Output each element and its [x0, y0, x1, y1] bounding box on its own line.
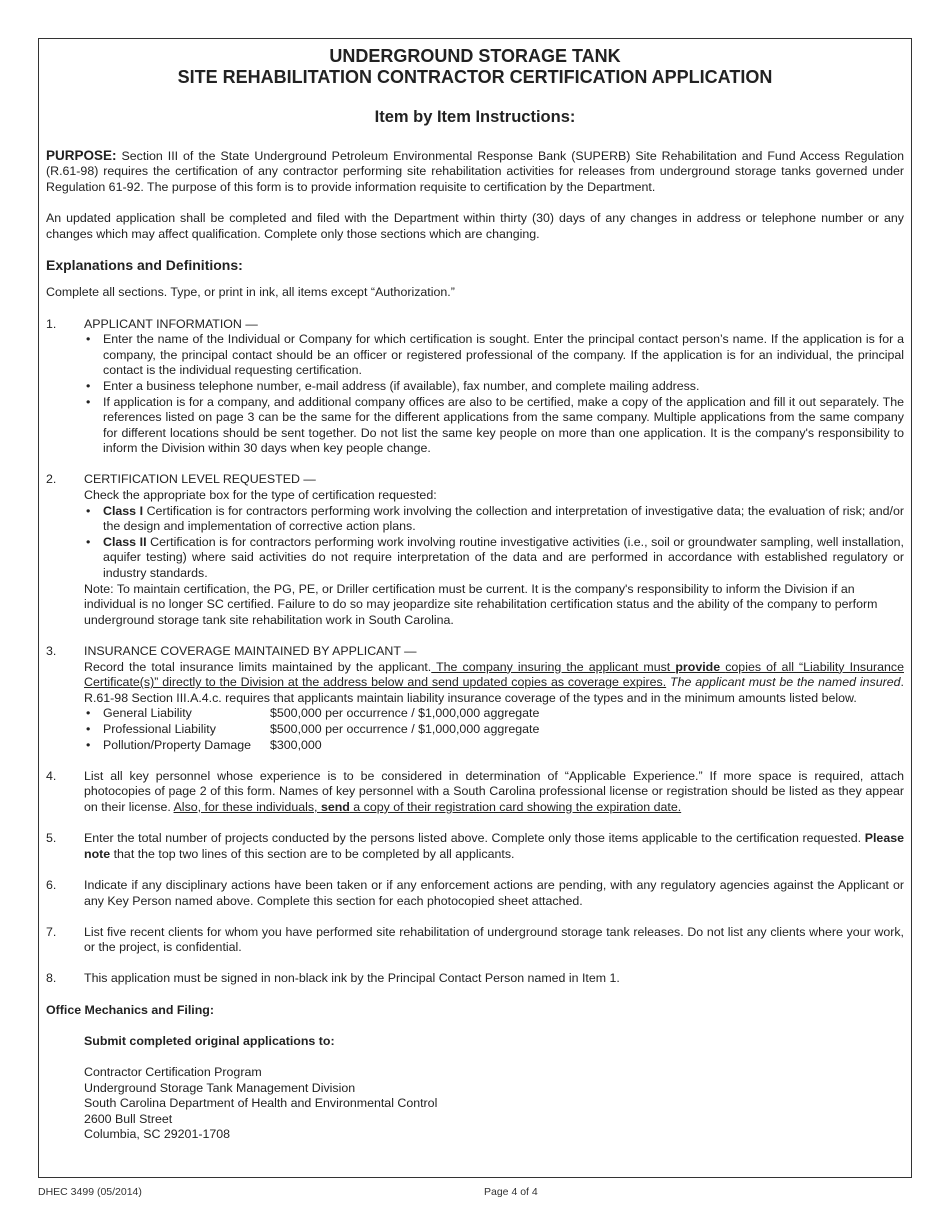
item-number: 1.: [46, 316, 57, 331]
item-number: 8.: [46, 971, 57, 986]
item-5: [46, 831, 904, 862]
item-8-text: This application must be signed in non-black ink by the Principal Contact Person named in Item 1.: [84, 971, 620, 986]
key-personnel-underlined: Also, for these individuals,: [173, 799, 321, 814]
coverage-list: [84, 706, 904, 753]
coverage-type: • General Liability: [103, 706, 192, 721]
list-item: [84, 504, 904, 535]
projects-text-2: that the top two lines of this section are to be completed by all applicants.: [110, 846, 515, 861]
list-item: [84, 722, 904, 738]
explanations-heading: Explanations and Definitions:: [46, 256, 243, 273]
please-note: Please note: [84, 831, 904, 861]
item-intro: Check the appropriate box for the type of certification requested:: [84, 488, 437, 503]
item-number: 3.: [46, 644, 57, 658]
purpose-text: Section III of the State Underground Petroleum Environmental Response Bank (SUPERB) Site Rehabilitation and Fund Access Regulation (R.61-98) requires the certification of any contractor performing site rehabilitation activities for releases from underground storage tanks governed under Regulation 61-92. The purpose of this form is to provide information requisite to certification by the Department.: [46, 148, 904, 194]
address-line: Contractor Certification Program: [84, 1065, 262, 1080]
item-7: [46, 925, 904, 956]
address-line: 2600 Bull Street: [84, 1111, 173, 1126]
coverage-amount: $500,000 per occurrence / $1,000,000 aggregate: [270, 706, 540, 721]
purpose-paragraph: [46, 148, 904, 196]
form-id: DHEC 3499 (05/2014): [38, 1186, 142, 1198]
item-4-text: [84, 769, 904, 816]
title-line-1: UNDERGROUND STORAGE TANK: [329, 46, 621, 66]
item-6-text: Indicate if any disciplinary actions have been taken or if any enforcement actions are pending, with any regulatory agencies against the Applicant or any Key Person named above. Complete this section for each photocopied sheet attached.: [84, 877, 904, 908]
item-title: APPLICANT INFORMATION —: [84, 316, 258, 331]
office-section: [46, 1034, 904, 1143]
item-6: [46, 878, 904, 909]
certification-note: Note: To maintain certification, the PG, PE, or Driller certification must be current. It is the company's responsibility to inform the Division if an individual is no longer SC certified. Failure to do so may jeopardize site rehabilitation certification status and the ability of the company to perform underground storage tank site rehabilitation work in South Carolina.: [84, 581, 878, 627]
complete-all-note: Complete all sections. Type, or print in ink, all items except “Authorization.”: [46, 285, 455, 300]
item-8: [46, 971, 904, 987]
key-personnel-send: send: [320, 799, 350, 814]
document-title: [46, 46, 904, 88]
coverage-type: • Pollution/Property Damage: [103, 737, 252, 752]
title-line-2: SITE REHABILITATION CONTRACTOR CERTIFICATION APPLICATION: [177, 67, 773, 87]
item-title: INSURANCE COVERAGE MAINTAINED BY APPLICANT —: [84, 644, 417, 658]
projects-text: Enter the total number of projects conducted by the persons listed above. Complete only those items applicable to the certification requested.: [84, 831, 865, 846]
class-1-label: Class I: [103, 503, 144, 518]
list-item: • Enter the name of the Individual or Company for which certification is sought. Enter the principal contact person’s name. If the application is for a company, the principal contact should be an officer or registered professional of the company. If the application is for an individual, the principal contact is the individual requesting certification.: [84, 332, 904, 379]
item-5-text: [84, 831, 904, 862]
coverage-amount: $300,000: [270, 737, 322, 752]
address-line: Underground Storage Tank Management Division: [84, 1080, 356, 1095]
key-personnel-text: List all key personnel whose experience is to be considered in determination of “Applicable Experience.” If more space is required, attach photocopies of page 2 of this form. Names of key personnel with a South Carolina professional license or registration should be listed as they appear on their license.: [84, 768, 904, 814]
item-number: 4.: [46, 768, 57, 783]
class-1-text: Certification is for contractors performing work involving the collection and interpretation of investigative data; the evaluation of risk; and/or the design and implementation of corrective action plans.: [103, 503, 904, 534]
mailing-address: [84, 1065, 904, 1143]
list-item: • If application is for a company, and additional company offices are also to be certified, make a copy of the application and fill it out separately. The references listed on page 3 can be the same for the different applications from the same company. Multiple applications from the same company for different locations should be sent together. Do not list the same key people on more than one application. It is the company's responsibility to inform the Division within 30 days when key people change.: [84, 395, 904, 457]
item-2: [46, 472, 904, 628]
list-item: [84, 738, 904, 754]
list-item: [84, 706, 904, 722]
item-number: 7.: [46, 924, 57, 939]
address-line: Columbia, SC 29201-1708: [84, 1127, 231, 1142]
update-note: An updated application shall be completed and filed with the Department within thirty (30) days of any changes in address or telephone number or any changes which may affect qualification. Complete only those sections which are changing.: [46, 210, 904, 241]
item-number: 2.: [46, 472, 57, 487]
insurance-text-2: . R.61-98 Section III.A.4.c. requires that applicants maintain liability insurance coverage of the types and in the minimum amounts listed below.: [84, 675, 904, 705]
item-title: CERTIFICATION LEVEL REQUESTED —: [84, 472, 316, 487]
instructions-content: [46, 46, 904, 1143]
coverage-amount: $500,000 per occurrence / $1,000,000 aggregate: [270, 721, 540, 736]
insurance-provide: provide: [675, 659, 726, 674]
list-item: [84, 535, 904, 582]
class-2-text: Certification is for contractors performing work involving routine investigative activities (i.e., soil or groundwater sampling, well installation, aquifer testing) where said activities do not require interpretation of the data and are performed in accordance with established regulatory or industry standards.: [103, 534, 904, 581]
submit-heading: Submit completed original applications to:: [84, 1033, 335, 1048]
insurance-text: Record the total insurance limits maintained by the applicant.: [84, 659, 432, 674]
item-number: 6.: [46, 877, 57, 892]
address-line: South Carolina Department of Health and Environmental Control: [84, 1096, 438, 1111]
page-number: Page 4 of 4: [484, 1186, 538, 1198]
insurance-paragraph: [84, 660, 904, 707]
item-1: [46, 317, 904, 457]
instructions-heading: Item by Item Instructions:: [374, 108, 576, 126]
item-3: [46, 644, 904, 753]
list-item: • Enter a business telephone number, e-mail address (if available), fax number, and complete mailing address.: [84, 379, 904, 395]
office-heading: Office Mechanics and Filing:: [46, 1002, 214, 1017]
item-7-text: List five recent clients for whom you have performed site rehabilitation of underground storage tank releases. Do not list any clients where your work, or the project, is confidential.: [84, 924, 904, 955]
insurance-underlined: The company insuring the applicant must: [431, 659, 676, 674]
item-2-bullets: [84, 504, 904, 582]
coverage-type: • Professional Liability: [103, 721, 216, 736]
insurance-italic: The applicant must be the named insured: [666, 675, 901, 690]
item-4: [46, 769, 904, 816]
purpose-label: PURPOSE:: [46, 147, 117, 163]
item-1-bullets: [84, 332, 904, 457]
class-2-label: Class II: [103, 534, 147, 549]
item-number: 5.: [46, 831, 57, 846]
insurance-underlined-2: copies of all “Liability Insurance Certificate(s)” directly to the Division at the address below and send updated copies as coverage expires.: [84, 659, 904, 690]
key-personnel-underlined-2: a copy of their registration card showing the expiration date.: [349, 799, 682, 814]
